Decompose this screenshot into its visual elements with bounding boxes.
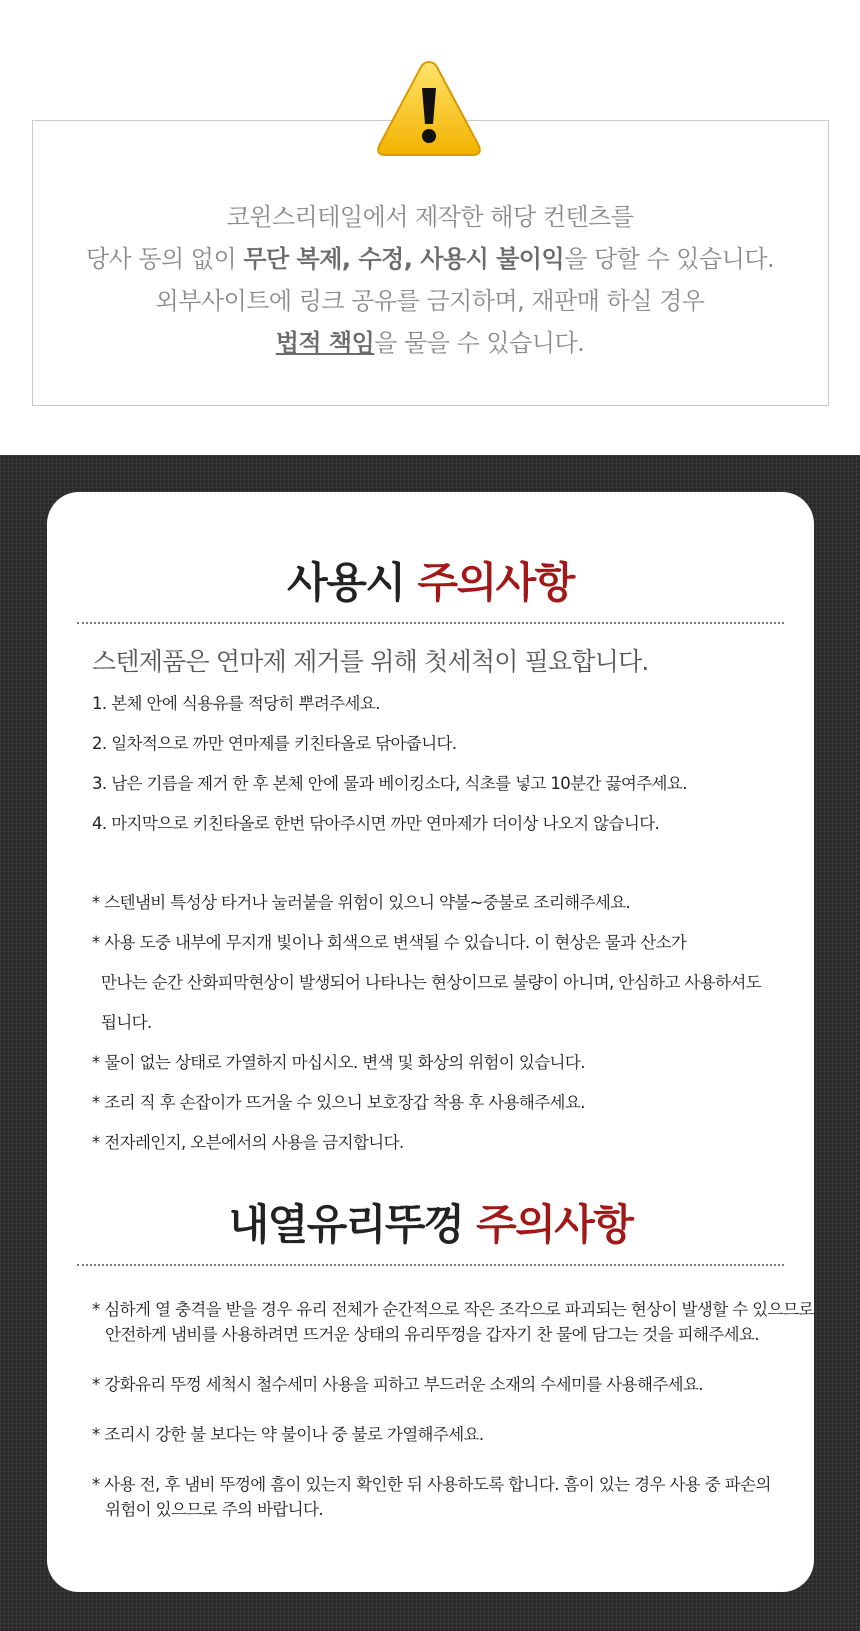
notice-line-2	[0, 238, 860, 280]
first-wash-lead: 스텐제품은 연마제 제거를 위해 첫세척이 필요합니다.	[92, 647, 649, 676]
usage-precautions-title	[47, 550, 814, 610]
note-item: * 사용 도중 내부에 무지개 빛이나 회색으로 변색될 수 있습니다. 이 현상은 물과 산소가	[92, 933, 687, 952]
dotted-divider	[77, 1264, 784, 1266]
note-item: * 전자레인지, 오븐에서의 사용을 금지합니다.	[92, 1133, 404, 1152]
step-item: 2. 일차적으로 까만 연마제를 키친타올로 닦아줍니다.	[92, 734, 457, 753]
usage-title-black: 사용시	[287, 558, 405, 607]
step-item: 4. 마지막으로 키친타올로 한번 닦아주시면 까만 연마제가 더이상 나오지 않습니다.	[92, 814, 660, 833]
note-item-continued: 만나는 순간 산화피막현상이 발생되어 나타나는 현상이므로 불량이 아니며, 안심하고 사용하셔도	[101, 973, 762, 992]
warning-icon	[374, 58, 484, 162]
usage-title-red: 주의사항	[417, 558, 574, 607]
precautions-section	[0, 455, 860, 1631]
step-item: 1. 본체 안에 식용유를 적당히 뿌려주세요.	[92, 694, 380, 713]
notice-line-2-bold: 무단 복제, 수정, 사용시 불이익	[243, 245, 565, 273]
glass-note-item: * 심하게 열 충격을 받을 경우 유리 전체가 순간적으로 작은 조각으로 파괴되는 현상이 발생할 수 있으므로	[92, 1300, 814, 1319]
note-item: * 조리 직 후 손잡이가 뜨거울 수 있으니 보호장갑 착용 후 사용해주세요.	[92, 1093, 585, 1112]
notice-line-4-bold: 법적 책임	[275, 329, 375, 357]
glass-note-item-continued: 위험이 있으므로 주의 바랍니다.	[105, 1500, 323, 1519]
notice-line-3: 외부사이트에 링크 공유를 금지하며, 재판매 하실 경우	[155, 287, 705, 315]
dotted-divider	[77, 622, 784, 624]
precautions-card	[47, 492, 814, 1592]
notice-text	[0, 196, 860, 364]
notice-line-2-post: 을 당할 수 있습니다.	[564, 245, 775, 273]
note-item: * 스텐냄비 특성상 타거나 눌러붙을 위험이 있으니 약불~중불로 조리해주세요.	[92, 893, 631, 912]
copyright-notice-section	[0, 0, 860, 455]
glass-note-item-continued: 안전하게 냄비를 사용하려면 뜨거운 상태의 유리뚜껑을 갑자기 찬 물에 담그는 것을 피해주세요.	[105, 1325, 759, 1344]
notice-line-2-pre: 당사 동의 없이	[85, 245, 244, 273]
glass-note-item: * 조리시 강한 불 보다는 약 불이나 중 불로 가열해주세요.	[92, 1425, 484, 1444]
glass-note-item: * 사용 전, 후 냄비 뚜껑에 흠이 있는지 확인한 뒤 사용하도록 합니다. 흠이 있는 경우 사용 중 파손의	[92, 1475, 771, 1494]
notice-line-1: 코윈스리테일에서 제작한 해당 컨텐츠를	[226, 203, 634, 231]
notice-line-4	[0, 322, 860, 364]
note-item: * 물이 없는 상태로 가열하지 마십시오. 변색 및 화상의 위험이 있습니다.	[92, 1053, 585, 1072]
step-item: 3. 남은 기름을 제거 한 후 본체 안에 물과 베이킹소다, 식초를 넣고 10분간 끓여주세요.	[92, 774, 687, 793]
glass-lid-precautions-title	[47, 1192, 814, 1252]
notice-line-4-post: 을 물을 수 있습니다.	[374, 329, 585, 357]
glass-title-black: 내열유리뚜껑	[228, 1200, 463, 1249]
note-item-continued: 됩니다.	[101, 1013, 152, 1032]
glass-title-red: 주의사항	[476, 1200, 633, 1249]
glass-note-item: * 강화유리 뚜껑 세척시 철수세미 사용을 피하고 부드러운 소재의 수세미를 사용해주세요.	[92, 1375, 703, 1394]
